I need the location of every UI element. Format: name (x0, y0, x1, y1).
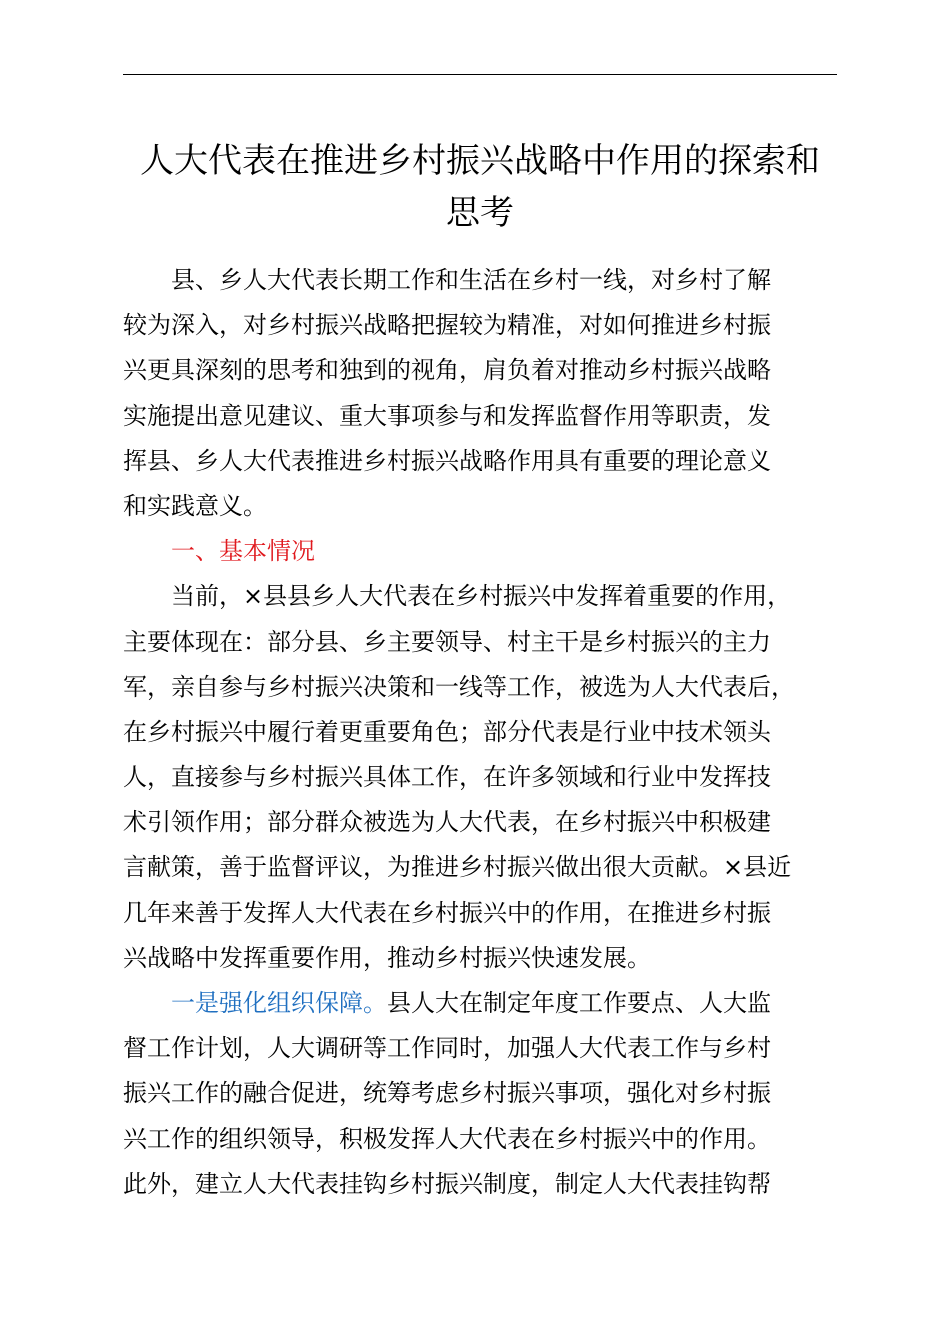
text-line (123, 981, 849, 1026)
lead-phrase: 一是强化组织保障。 (171, 989, 387, 1017)
text-line: 实施提出意见建议、重大事项参与和发挥监督作用等职责，发 (123, 401, 771, 430)
title-line-1: 人大代表在推进乡村振兴战略中作用的探索和 (140, 141, 820, 181)
text-line: 在乡村振兴中履行着更重要角色；部分代表是行业中技术领头 (123, 717, 771, 746)
page-title (110, 135, 850, 239)
text-line: 军，亲自参与乡村振兴决策和一线等工作，被选为人大代表后， (123, 672, 795, 701)
text-line: 几年来善于发挥人大代表在乡村振兴中的作用，在推进乡村振 (123, 898, 771, 927)
text-line: 县、乡人大代表长期工作和生活在乡村一线，对乡村了解 (171, 266, 771, 294)
lead-rest: 县人大在制定年度工作要点、人大监 (387, 989, 771, 1017)
text-line: 兴工作的组织领导，积极发挥人大代表在乡村振兴中的作用。 (123, 1124, 771, 1153)
text-line: 言献策，善于监督评议，为推进乡村振兴做出很大贡献。×县近 (123, 853, 792, 882)
text-line: 督工作计划，人大调研等工作同时，加强人大代表工作与乡村 (123, 1034, 771, 1063)
text-line: 术引领作用；部分群众被选为人大代表，在乡村振兴中积极建 (123, 808, 771, 837)
text-line: 挥县、乡人大代表推进乡村振兴战略作用具有重要的理论意义 (123, 446, 771, 475)
title-line-2: 思考 (446, 193, 514, 233)
text-line: 较为深入，对乡村振兴战略把握较为精准，对如何推进乡村振 (123, 311, 771, 340)
text-line: 振兴工作的融合促进，统筹考虑乡村振兴事项，强化对乡村振 (123, 1079, 771, 1108)
text-line: 兴更具深刻的思考和独到的视角，肩负着对推动乡村振兴战略 (123, 356, 771, 385)
header-rule (123, 74, 837, 75)
section-heading-basic: 一、基本情况 (171, 537, 315, 566)
paragraph-basic-situation (123, 574, 849, 981)
text-line: 人，直接参与乡村振兴具体工作，在许多领域和行业中发挥技 (123, 763, 771, 792)
text-line: 当前，×县县乡人大代表在乡村振兴中发挥着重要的作用， (171, 582, 792, 611)
text-line: 兴战略中发挥重要作用，推动乡村振兴快速发展。 (123, 943, 651, 972)
text-line: 和实践意义。 (123, 491, 267, 520)
text-line: 主要体现在：部分县、乡主要领导、村主干是乡村振兴的主力 (123, 627, 771, 656)
text-line: 此外，建立人大代表挂钩乡村振兴制度，制定人大代表挂钩帮 (123, 1169, 771, 1198)
paragraph-intro (123, 258, 849, 529)
document-body (123, 258, 849, 1207)
paragraph-organization (123, 981, 849, 1207)
